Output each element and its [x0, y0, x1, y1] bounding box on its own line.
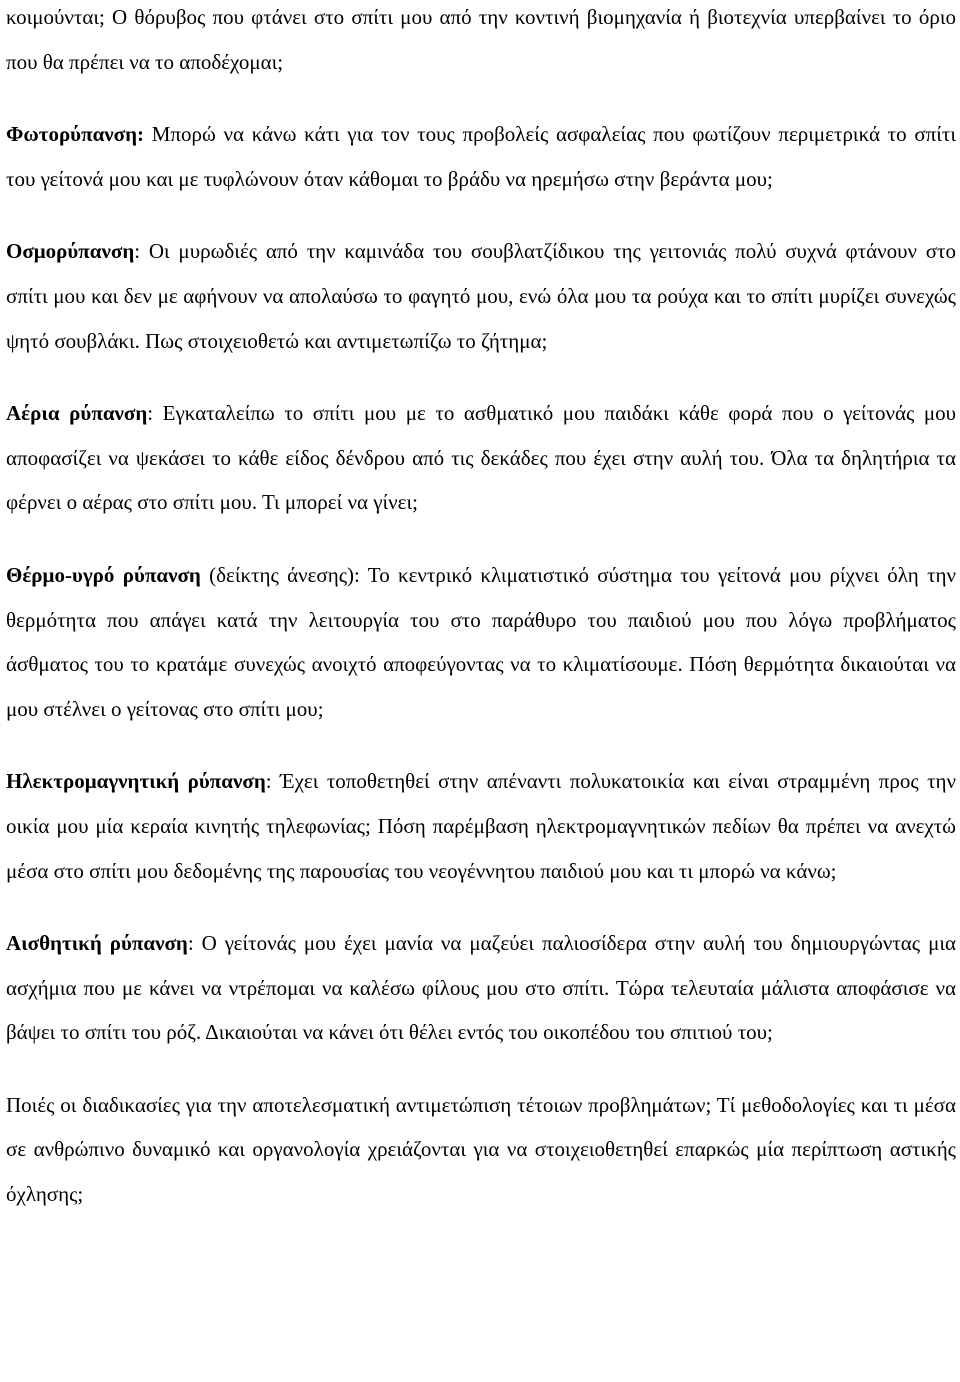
term-thermal-pollution: Θέρμο-υγρό ρύπανση — [6, 562, 201, 587]
paragraph-thermal-pollution — [6, 553, 956, 731]
text-aesthetic-pollution: : Ο γείτονάς μου έχει μανία να μαζεύει παλιοσίδερα στην αυλή του δημιουργώντας μια ασχήμια που με κάνει να ντρέπομαι να καλέσω φίλους μου στο σπίτι. Τώρα τελευταία μάλιστα αποφάσισε να βάψει το σπίτι του ρόζ. Δικαιούται να κάνει ότι θέλει εντός του οικοπέδου του σπιτιού του; — [6, 931, 956, 1045]
paragraph-aesthetic-pollution — [6, 921, 956, 1055]
intro-paragraph — [6, 0, 956, 84]
intro-text: κοιμούνται; Ο θόρυβος που φτάνει στο σπίτι μου από την κοντινή βιομηχανία ή βιοτεχνία υπερβαίνει το όριο που θα πρέπει να το αποδέχομαι; — [6, 5, 956, 74]
term-light-pollution: Φωτορύπανση: — [6, 122, 145, 147]
closing-text: Ποιές οι διαδικασίες για την αποτελεσματική αντιμετώπιση τέτοιων προβλημάτων; Τί μεθοδολογίες και τι μέσα σε ανθρώπινο δυναμικό και οργανολογία χρειάζονται για να στοιχειοθετηθεί επαρκώς μία περίπτωση αστικής όχλησης; — [6, 1092, 956, 1207]
term-electromagnetic-pollution: Ηλεκτρομαγνητική ρύπανση — [6, 769, 266, 794]
text-air-pollution: : Εγκαταλείπω το σπίτι μου με το ασθματικό μου παιδάκι κάθε φορά που ο γείτονάς μου αποφασίζει να ψεκάσει το κάθε είδος δένδρου από τις δεκάδες που έχει στην αυλή του. Όλα τα δηλητήρια τα φέρνει ο αέρας στο σπίτι μου. Τι μπορεί να γίνει; — [6, 401, 957, 515]
text-thermal-pollution: (δείκτης άνεσης): Το κεντρικό κλιματιστικό σύστημα του γείτονά μου ρίχνει όλη την θερμότητα που απάγει κατά την λειτουργία του στο παράθυρο του παιδιού μου που λόγω προβλήματος άσθματος του το κρατάμε συνεχώς ανοιχτό αποφεύγοντας να το κλιματίσουμε. Πόση θερμότητα δικαιούται να μου στέλνει ο γείτονας στο σπίτι μου; — [6, 562, 956, 721]
paragraph-electromagnetic-pollution — [6, 759, 956, 893]
term-air-pollution: Αέρια ρύπανση — [6, 401, 148, 426]
text-electromagnetic-pollution: : Έχει τοποθετηθεί στην απέναντι πολυκατοικία και είναι στραμμένη προς την οικία μου μία κεραία κινητής τηλεφωνίας; Πόση παρέμβαση ηλεκτρομαγνητικών πεδίων θα πρέπει να ανεχτώ μέσα στο σπίτι μου δεδομένης της παρουσίας του νεογέννητου παιδιού μου και τι μπορώ να κάνω; — [6, 769, 956, 883]
paragraph-odor-pollution — [6, 229, 956, 363]
paragraph-air-pollution — [6, 391, 956, 525]
document-page — [6, 0, 956, 1217]
closing-paragraph — [6, 1083, 956, 1217]
term-aesthetic-pollution: Αισθητική ρύπανση — [6, 931, 188, 956]
text-light-pollution: Μπορώ να κάνω κάτι για τον τους προβολείς ασφαλείας που φωτίζουν περιμετρικά το σπίτι του γείτονά μου και με τυφλώνουν όταν κάθομαι το βράδυ να ηρεμήσω στην βεράντα μου; — [6, 122, 956, 191]
paragraph-light-pollution — [6, 112, 956, 201]
text-odor-pollution: : Οι μυρωδιές από την καμινάδα του σουβλατζίδικου της γειτονιάς πολύ συχνά φτάνουν στο σπίτι μου και δεν με αφήνουν να απολαύσω το φαγητό μου, ενώ όλα μου τα ρούχα και το σπίτι μυρίζει συνεχώς ψητό σουβλάκι. Πως στοιχειοθετώ και αντιμετωπίζω το ζήτημα; — [6, 239, 956, 353]
term-odor-pollution: Οσμορύπανση — [6, 239, 135, 264]
